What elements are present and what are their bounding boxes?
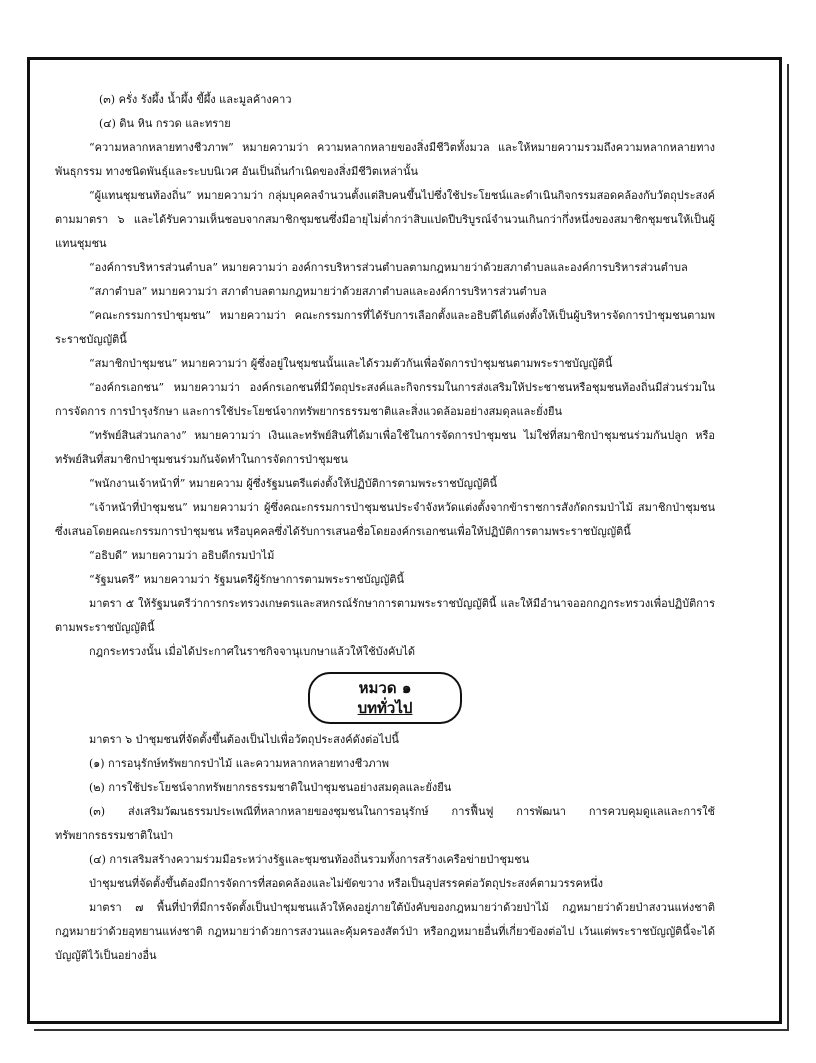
paragraph-l6: “สภาตำบล” หมายความว่า สภาตำบลตามกฎหมายว่าด้วยสภาตำบลและองค์การบริหารส่วนตำบล bbox=[89, 285, 547, 298]
chapter-subtitle: บททั่วไป bbox=[357, 699, 413, 717]
paragraph-m3: (๒) การใช้ประโยชน์จากทรัพยากรธรรมชาติในป่าชุมชนอย่างสมดุลและยั่งยืน bbox=[89, 781, 452, 794]
paragraph-l8: “สมาชิกป่าชุมชน” หมายความว่า ผู้ซึ่งอยู่ในชุมชนนั้นและได้รวมตัวกันเพื่อจัดการป่าชุมชนตามพระราชบัญญัตินี้ bbox=[89, 357, 613, 370]
paragraph-l16: กฎกระทรวงนั้น เมื่อได้ประกาศในราชกิจจานุเบกษาแล้วให้ใช้บังคับได้ bbox=[89, 645, 416, 658]
paragraph-m7: มาตรา ๗ พื้นที่ป่าที่มีการจัดตั้งเป็นป่าชุมชนแล้วให้คงอยู่ภายใต้บังคับของกฎหมายว่าด้วยป่าไม้ กฎหมายว่าด้วยป่าสงวนแห่งชาติ กฎหมายว่าด้วยอุทยานแห่งชาติ กฎหมายว่าด้วยการสงวนและคุ้มครองสัตว์ป่า หรือกฎหมายอื่นที่เกี่ยวข้องต่อไป เว้นแต่พระราชบัญญัตินี้จะได้บัญญัติไว้เป็นอย่างอื่น bbox=[55, 901, 715, 962]
chapter-title: หมวด ๑ bbox=[358, 679, 412, 697]
paragraph-l15: มาตรา ๕ ให้รัฐมนตรีว่าการกระทรวงเกษตรและสหกรณ์รักษาการตามพระราชบัญญัตินี้ และให้มีอำนาจออกกฎกระทรวงเพื่อปฏิบัติการตามพระราชบัญญัตินี้ bbox=[55, 597, 715, 634]
paragraph-l2: (๔) ดิน หิน กรวด และทราย bbox=[99, 117, 231, 130]
paragraph-l9: “องค์กรเอกชน” หมายความว่า องค์กรเอกชนที่มีวัตถุประสงค์และกิจกรรมในการส่งเสริมให้ประชาชนหรือชุมชนท้องถิ่นมีส่วนร่วมในการจัดการ การบำรุงรักษา และการใช้ประโยชน์จากทรัพยากรธรรมชาติและสิ่งแวดล้อมอย่างสมดุลและยั่งยืน bbox=[55, 381, 715, 418]
chapter-heading bbox=[308, 672, 462, 724]
paragraph-m1: มาตรา ๖ ป่าชุมชนที่จัดตั้งขึ้นต้องเป็นไปเพื่อวัตถุประสงค์ดังต่อไปนี้ bbox=[89, 733, 399, 746]
paragraph-l5: “องค์การบริหารส่วนตำบล” หมายความว่า องค์การบริหารส่วนตำบลตามกฎหมายว่าด้วยสภาตำบลและองค์การบริหารส่วนตำบล bbox=[89, 261, 688, 274]
paragraph-l10: “ทรัพย์สินส่วนกลาง” หมายความว่า เงินและทรัพย์สินที่ได้มาเพื่อใช้ในการจัดการป่าชุมชน ไม่ใช่ที่สมาชิกป่าชุมชนร่วมกันปลูก หรือทรัพย์สินที่สมาชิกป่าชุมชนร่วมกันจัดทำในการจัดการป่าชุมชน bbox=[55, 429, 715, 466]
paragraph-l7: “คณะกรรมการป่าชุมชน” หมายความว่า คณะกรรมการที่ได้รับการเลือกตั้งและอธิบดีได้แต่งตั้งให้เป็นผู้บริหารจัดการป่าชุมชนตามพระราชบัญญัตินี้ bbox=[55, 309, 715, 346]
paragraph-m5: (๔) การเสริมสร้างความร่วมมือระหว่างรัฐและชุมชนท้องถิ่นรวมทั้งการสร้างเครือข่ายป่าชุมชน bbox=[89, 853, 530, 866]
document-body bbox=[55, 88, 715, 968]
paragraph-l14: “รัฐมนตรี” หมายความว่า รัฐมนตรีผู้รักษาการตามพระราชบัญญัตินี้ bbox=[89, 573, 405, 586]
paragraph-l3: “ความหลากหลายทางชีวภาพ” หมายความว่า ความหลากหลายของสิ่งมีชีวิตทั้งมวล และให้หมายความรวมถึงความหลากหลายทางพันธุกรรม ทางชนิดพันธุ์และระบบนิเวศ อันเป็นถิ่นกำเนิดของสิ่งมีชีวิตเหล่านั้น bbox=[55, 141, 715, 178]
paragraph-l4: “ผู้แทนชุมชนท้องถิ่น” หมายความว่า กลุ่มบุคคลจำนวนตั้งแต่สิบคนขึ้นไปซึ่งใช้ประโยชน์และดำเนินกิจกรรมสอดคล้องกับวัตถุประสงค์ตามมาตรา ๖ และได้รับความเห็นชอบจากสมาชิกชุมชนซึ่งมีอายุไม่ต่ำกว่าสิบแปดปีบริบูรณ์จำนวนเกินกว่ากึ่งหนึ่งของสมาชิกชุมชนให้เป็นผู้แทนชุมชน bbox=[55, 189, 715, 250]
paragraph-m4: (๓) ส่งเสริมวัฒนธรรมประเพณีที่หลากหลายของชุมชนในการอนุรักษ์ การฟื้นฟู การพัฒนา การควบคุมดูแลและการใช้ทรัพยากรธรรมชาติในป่า bbox=[55, 805, 715, 842]
paragraph-m6: ป่าชุมชนที่จัดตั้งขึ้นต้องมีการจัดการที่สอดคล้องและไม่ขัดขวาง หรือเป็นอุปสรรคต่อวัตถุประสงค์ตามวรรคหนึ่ง bbox=[89, 877, 603, 890]
paragraph-l11: “พนักงานเจ้าหน้าที่” หมายความ ผู้ซึ่งรัฐมนตรีแต่งตั้งให้ปฏิบัติการตามพระราชบัญญัตินี้ bbox=[89, 477, 498, 490]
paragraph-m2: (๑) การอนุรักษ์ทรัพยากรป่าไม้ และความหลากหลายทางชีวภาพ bbox=[89, 757, 390, 770]
paragraph-l13: “อธิบดี” หมายความว่า อธิบดีกรมป่าไม้ bbox=[89, 549, 275, 562]
paragraph-l1: (๓) ครั่ง รังผึ้ง น้ำผึ้ง ขี้ผึ้ง และมูลค้างคาว bbox=[99, 93, 292, 106]
paragraph-l12: “เจ้าหน้าที่ป่าชุมชน” หมายความว่า ผู้ซึ่งคณะกรรมการป่าชุมชนประจำจังหวัดแต่งตั้งจากข้าราชการสังกัดกรมป่าไม้ สมาชิกป่าชุมชนซึ่งเสนอโดยคณะกรรมการป่าชุมชน หรือบุคคลซึ่งได้รับการเสนอชื่อโดยองค์กรเอกชนเพื่อให้ปฏิบัติการตามพระราชบัญญัตินี้ bbox=[55, 501, 715, 538]
